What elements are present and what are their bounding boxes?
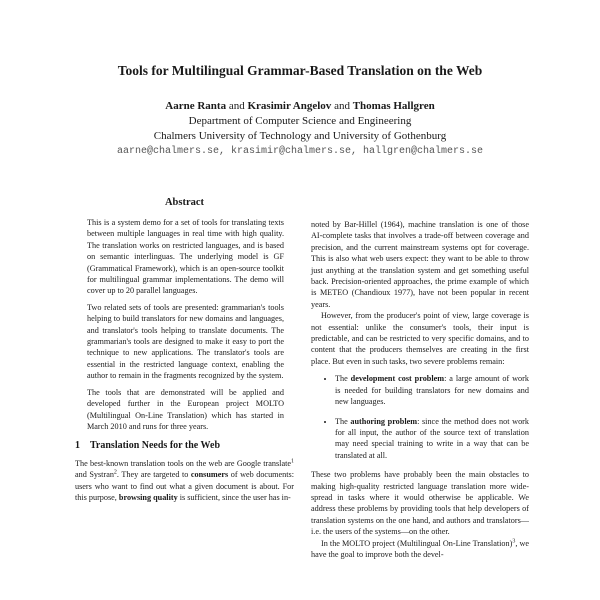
author-name: Thomas Hallgren xyxy=(352,100,435,112)
author-name: Krasimir Angelov xyxy=(247,100,332,112)
affiliation-department: Department of Computer Science and Engineering xyxy=(188,115,412,127)
problem-list xyxy=(311,373,529,461)
body-paragraph: noted by Bar-Hillel (1964), machine translation is one of those AI-complete tasks that involves a trade-off between coverage and precision, and the current mainstream systems opt for coverage. This is also what web users expect: they want to be able to throw just anything at the translation system and get something useful back. Precision-oriented approaches, the prime example of which is METEO (Chandioux 1977), have not been popular in recent years. xyxy=(311,220,529,309)
body-paragraph: In the MOLTO project (Multilingual On-Line Translation)$^3$, we have the goal to improve both the devel- xyxy=(311,537,529,559)
footnote-marker: 3 xyxy=(512,537,516,544)
paper-title: Tools for Multilingual Grammar-Based Translation on the Web xyxy=(117,63,483,78)
affiliation-university: Chalmers University of Technology and University of Gothenburg xyxy=(153,130,447,142)
section-heading xyxy=(75,440,294,451)
body-paragraph: The best-known translation tools on the web are Google translate$^1$ and Systran$^2$. They are targeted to consumers of web documents: users who want to find out what a given document is about. For this purpose, browsing quality is sufficient, since the user has in- xyxy=(75,457,294,502)
author-emails: aarne@chalmers.se, krasimir@chalmers.se, hallgren@chalmers.se xyxy=(116,146,484,157)
footnote-marker: 1 xyxy=(291,457,294,464)
abstract-paragraph: This is a system demo for a set of tools for translating texts between multiple languages in real time with high quality. The translation works on restricted languages, and is based on semantic interlinguas. The underlying model is GF (Grammatical Framework), which is an open-source toolkit for multilingual grammar implementations. The demo will cover up to 20 parallel languages. xyxy=(87,218,284,296)
section-title: Translation Needs for the Web xyxy=(90,440,221,452)
list-item: • The authoring problem: since the method does not work for all input, the author of the source text of translation may need special training to write in a way that can be translated at all. xyxy=(335,416,529,462)
author-name: Aarne Ranta xyxy=(165,100,227,112)
author-conjunction: and xyxy=(228,100,245,112)
footnote-marker: 2 xyxy=(113,469,117,476)
body-paragraph: These two problems have probably been the main obstacles to making high-quality restricted language translation more wide-spread in tasks where it would otherwise be applicable. We address these problems by providing tools that help developers of translation systems on the one hand, and authors and translators—i.e. the users of the systems—on the other. xyxy=(311,470,529,537)
abstract-paragraph: The tools that are demonstrated will be applied and developed further in the European project MOLTO (Multilingual On-Line Translation) which has started in March 2010 and runs for three years. xyxy=(87,387,284,431)
body-paragraph: However, from the producer's point of view, large coverage is not essential: unlike the consumer's tools, their input is predictable, and can be restricted to very specific domains, and to content that the producers themselves are creating in the first place. But even in such tasks, two severe problems remain: xyxy=(311,311,529,366)
abstract-heading: Abstract xyxy=(164,197,205,208)
abstract-body xyxy=(87,217,284,432)
author-line xyxy=(0,99,600,113)
left-column xyxy=(75,196,294,503)
section-number: 1 xyxy=(75,440,80,452)
list-item: • The development cost problem: a large amount of work is needed for building translators for new domains and new languages. xyxy=(335,373,529,407)
abstract-paragraph: Two related sets of tools are presented: grammarian's tools helping to build translators for new domains and languages, and translator's tools helping to translate documents. The grammarian's tools are designed to make it easy to port the technique to new applications. The translator's tools are essential in the restricted language context, enabling the author to remain in the fragments recognized by the system. xyxy=(87,302,284,381)
right-column xyxy=(311,219,529,560)
author-conjunction: and xyxy=(334,100,350,112)
